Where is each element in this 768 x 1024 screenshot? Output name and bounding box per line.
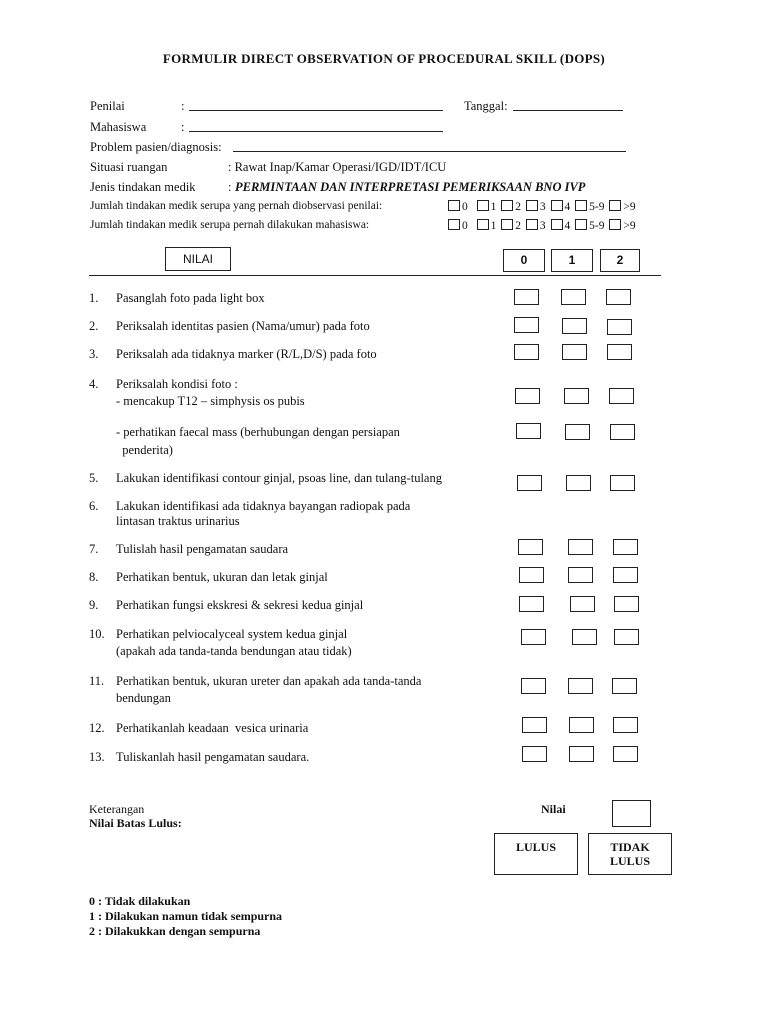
- score-box-0[interactable]: [519, 567, 544, 583]
- mahasiswa-label: Mahasiswa: [90, 120, 147, 134]
- score-header-2: 2: [600, 249, 640, 272]
- legend-item-1: 1 : Dilakukan namun tidak sempurna: [89, 909, 283, 923]
- score-box-1[interactable]: [562, 318, 587, 334]
- checkbox[interactable]: [551, 200, 563, 211]
- score-box-1[interactable]: [565, 424, 590, 440]
- nilai-header: NILAI: [165, 247, 231, 271]
- legend-item-2: 2 : Dilakukkan dengan sempurna: [89, 924, 261, 938]
- score-header-1: 1: [551, 249, 593, 272]
- nilai-field[interactable]: [612, 800, 651, 827]
- score-box-0[interactable]: [521, 678, 546, 694]
- score-box-0[interactable]: [517, 475, 542, 491]
- score-box-0[interactable]: [516, 423, 541, 439]
- score-box-0[interactable]: [521, 629, 546, 645]
- score-box-2[interactable]: [610, 475, 635, 491]
- nilai-batas-label: Nilai Batas Lulus:: [89, 816, 182, 830]
- score-box-2[interactable]: [614, 596, 639, 612]
- checkbox[interactable]: [575, 200, 587, 211]
- score-box-2[interactable]: [612, 678, 637, 694]
- score-box-0[interactable]: [518, 539, 543, 555]
- score-box-2[interactable]: [607, 319, 632, 335]
- problem-field[interactable]: [233, 151, 626, 152]
- score-box-1[interactable]: [572, 629, 597, 645]
- jenis-value: PERMINTAAN DAN INTERPRETASI PEMERIKSAAN BNO IVP: [235, 180, 586, 194]
- checkbox[interactable]: [526, 200, 538, 211]
- score-box-1[interactable]: [561, 289, 586, 305]
- score-box-1[interactable]: [566, 475, 591, 491]
- checkbox[interactable]: [575, 219, 587, 230]
- jenis-label: Jenis tindakan medik: [90, 180, 196, 194]
- mahasiswa-colon: :: [181, 120, 185, 134]
- tidak-lulus-box[interactable]: TIDAK LULUS: [588, 833, 672, 875]
- score-box-0[interactable]: [522, 717, 547, 733]
- score-box-1[interactable]: [568, 539, 593, 555]
- checkbox[interactable]: [477, 200, 489, 211]
- checkbox[interactable]: [551, 219, 563, 230]
- jumlah-penilai-options: 0 1 2 3 4 5-9 >9: [448, 200, 636, 214]
- nilai-label: Nilai: [541, 802, 566, 816]
- form-title: FORMULIR DIRECT OBSERVATION OF PROCEDURAL SKILL (DOPS): [162, 51, 606, 66]
- score-box-2[interactable]: [613, 717, 638, 733]
- mahasiswa-field[interactable]: [189, 131, 443, 132]
- legend-item-0: 0 : Tidak dilakukan: [89, 894, 191, 908]
- score-box-2[interactable]: [613, 746, 638, 762]
- checkbox[interactable]: [448, 200, 460, 211]
- score-box-0[interactable]: [514, 289, 539, 305]
- score-box-1[interactable]: [569, 746, 594, 762]
- jenis-colon: :: [228, 180, 232, 194]
- header-divider: [89, 275, 661, 276]
- score-box-2[interactable]: [609, 388, 634, 404]
- score-box-1[interactable]: [570, 596, 595, 612]
- score-box-2[interactable]: [613, 539, 638, 555]
- situasi-label: Situasi ruangan: [90, 160, 168, 174]
- score-box-2[interactable]: [610, 424, 635, 440]
- situasi-value: : Rawat Inap/Kamar Operasi/IGD/IDT/ICU: [228, 160, 447, 174]
- penilai-colon: :: [181, 99, 185, 113]
- score-box-1[interactable]: [569, 717, 594, 733]
- score-box-0[interactable]: [515, 388, 540, 404]
- score-box-0[interactable]: [519, 596, 544, 612]
- score-box-1[interactable]: [568, 678, 593, 694]
- score-box-0[interactable]: [514, 344, 539, 360]
- checkbox[interactable]: [609, 219, 621, 230]
- checkbox[interactable]: [526, 219, 538, 230]
- keterangan-label: Keterangan: [89, 802, 145, 816]
- checkbox[interactable]: [448, 219, 460, 230]
- lulus-box[interactable]: LULUS: [494, 833, 578, 875]
- tanggal-label: Tanggal:: [464, 99, 508, 113]
- score-box-0[interactable]: [522, 746, 547, 762]
- score-box-2[interactable]: [613, 567, 638, 583]
- score-box-1[interactable]: [564, 388, 589, 404]
- score-box-0[interactable]: [514, 317, 539, 333]
- score-box-1[interactable]: [562, 344, 587, 360]
- penilai-field[interactable]: [189, 110, 443, 111]
- checkbox[interactable]: [477, 219, 489, 230]
- problem-label: Problem pasien/diagnosis:: [90, 140, 222, 154]
- jumlah-mahasiswa-label: Jumlah tindakan medik serupa pernah dilakukan mahasiswa:: [90, 219, 370, 231]
- tanggal-field[interactable]: [513, 110, 623, 111]
- score-box-2[interactable]: [607, 344, 632, 360]
- score-header-0: 0: [503, 249, 545, 272]
- score-box-2[interactable]: [606, 289, 631, 305]
- score-box-2[interactable]: [614, 629, 639, 645]
- jumlah-mahasiswa-options: 0 1 2 3 4 5-9 >9: [448, 219, 636, 233]
- checkbox[interactable]: [501, 200, 513, 211]
- score-box-1[interactable]: [568, 567, 593, 583]
- penilai-label: Penilai: [90, 99, 125, 113]
- checkbox[interactable]: [501, 219, 513, 230]
- checkbox[interactable]: [609, 200, 621, 211]
- jumlah-penilai-label: Jumlah tindakan medik serupa yang pernah diobservasi penilai:: [90, 200, 383, 212]
